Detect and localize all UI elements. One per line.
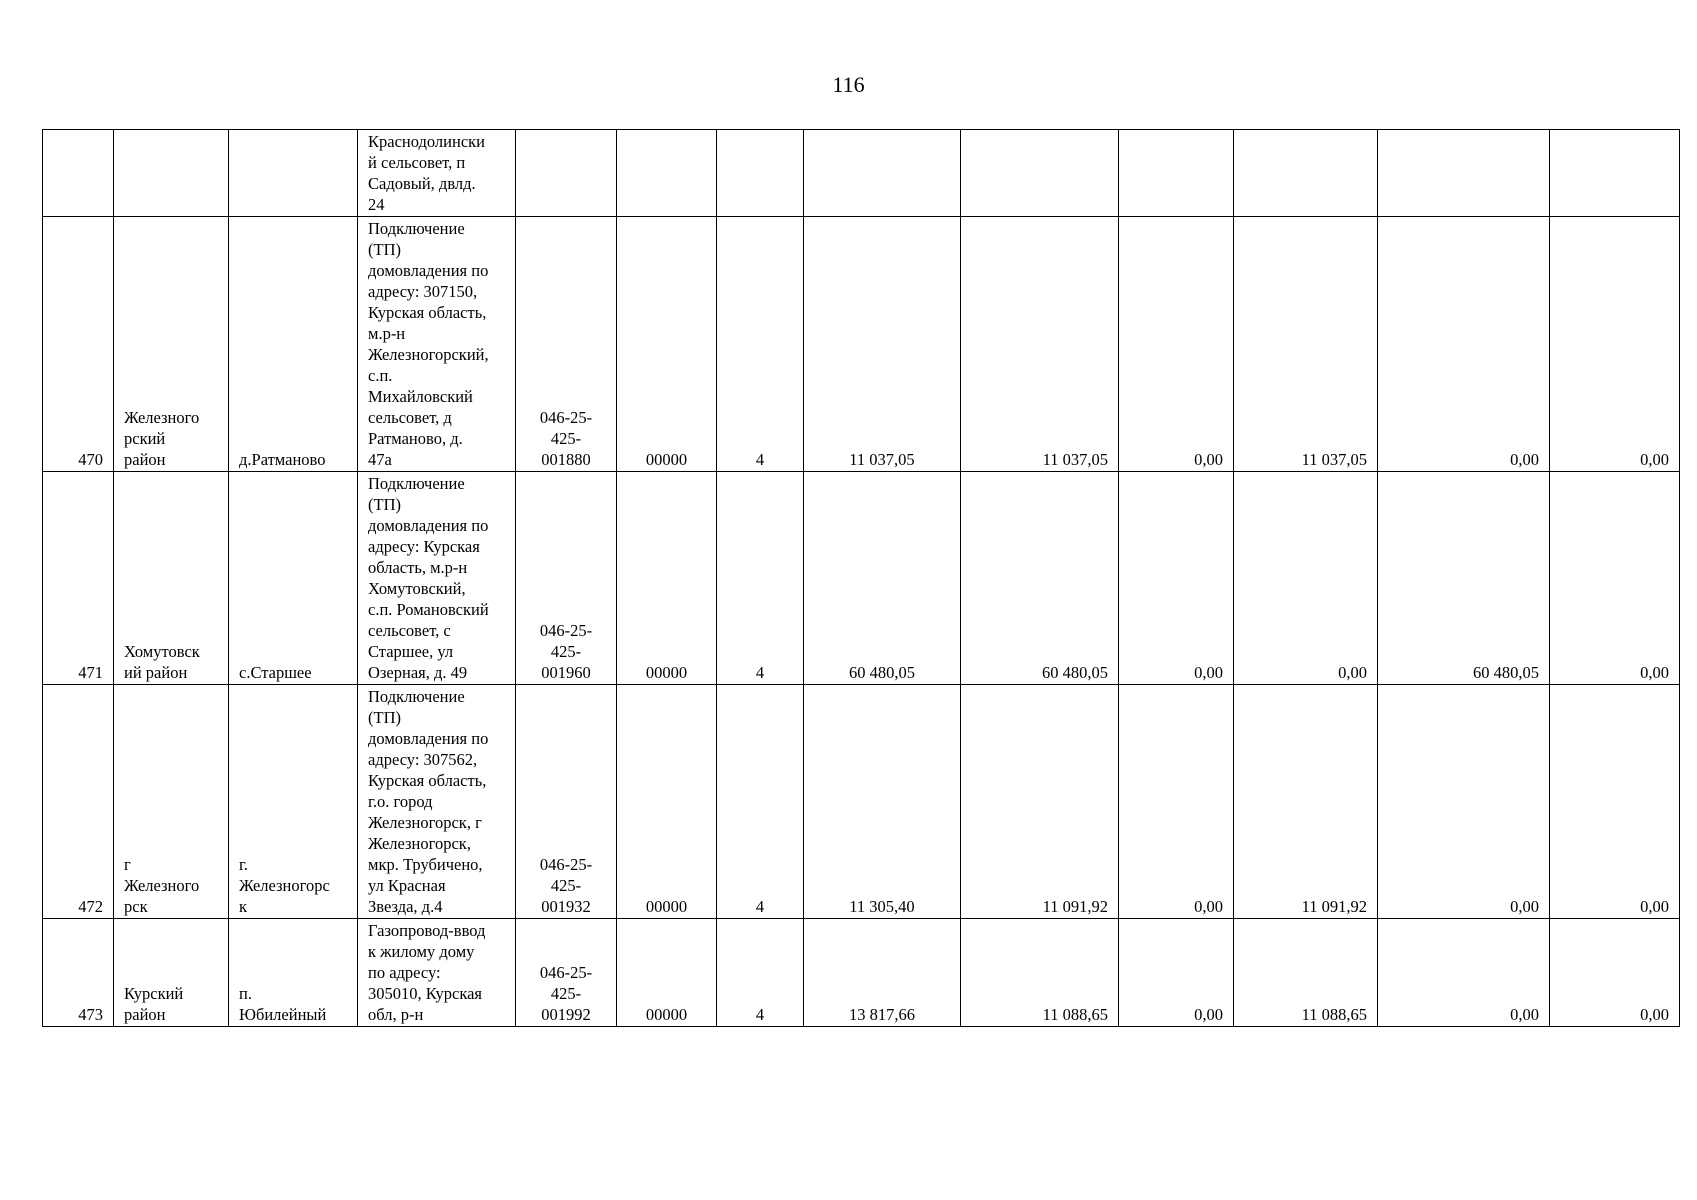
locality-cell [229,130,358,217]
col7-cell: 4 [717,919,804,1027]
code-cell: 046-25- 425- 001932 [516,685,617,919]
col13-cell [1550,130,1680,217]
district-cell: г Железного рск [114,685,229,919]
col11-cell: 11 037,05 [1234,217,1378,472]
col6-cell: 00000 [617,685,717,919]
col6-cell: 00000 [617,472,717,685]
col12-cell: 0,00 [1378,685,1550,919]
row-number [43,130,114,217]
col12-cell [1378,130,1550,217]
col13-cell: 0,00 [1550,685,1680,919]
col6-cell [617,130,717,217]
col8-cell: 11 305,40 [804,685,961,919]
col13-cell: 0,00 [1550,919,1680,1027]
col12-cell: 0,00 [1378,217,1550,472]
col9-cell: 11 088,65 [961,919,1119,1027]
row-number: 473 [43,919,114,1027]
locality-cell: д.Ратманово [229,217,358,472]
col11-cell: 11 088,65 [1234,919,1378,1027]
col11-cell [1234,130,1378,217]
col7-cell [717,130,804,217]
col12-cell: 60 480,05 [1378,472,1550,685]
locality-cell: г. Железногорс к [229,685,358,919]
col13-cell: 0,00 [1550,217,1680,472]
col9-cell: 11 037,05 [961,217,1119,472]
district-cell [114,130,229,217]
table-row [43,685,1680,919]
description-cell: Подключение (ТП) домовладения по адресу: 307150, Курская область, м.р-н Железногорский, с.п. Михайловский сельсовет, д Ратманово, д. 47а [358,217,516,472]
table-row [43,130,1680,217]
col10-cell: 0,00 [1119,685,1234,919]
col10-cell: 0,00 [1119,919,1234,1027]
table-row [43,919,1680,1027]
col10-cell [1119,130,1234,217]
table-row [43,217,1680,472]
col9-cell: 60 480,05 [961,472,1119,685]
row-number: 471 [43,472,114,685]
col8-cell: 60 480,05 [804,472,961,685]
code-cell: 046-25- 425- 001992 [516,919,617,1027]
col11-cell: 0,00 [1234,472,1378,685]
page-number: 116 [832,72,865,97]
col7-cell: 4 [717,685,804,919]
col8-cell: 13 817,66 [804,919,961,1027]
col10-cell: 0,00 [1119,217,1234,472]
col8-cell: 11 037,05 [804,217,961,472]
district-cell: Железного рский район [114,217,229,472]
col9-cell: 11 091,92 [961,685,1119,919]
locality-cell: п. Юбилейный [229,919,358,1027]
data-table [42,129,1680,1027]
description-cell: Подключение (ТП) домовладения по адресу: 307562, Курская область, г.о. город Железногорск, г Железногорск, мкр. Трубичено, ул Красная Звезда, д.4 [358,685,516,919]
code-cell: 046-25- 425- 001880 [516,217,617,472]
district-cell: Курский район [114,919,229,1027]
locality-cell: с.Старшее [229,472,358,685]
description-cell: Газопровод-ввод к жилому дому по адресу: 305010, Курская обл, р-н [358,919,516,1027]
description-cell: Краснодолински й сельсовет, п Садовый, двлд. 24 [358,130,516,217]
col8-cell [804,130,961,217]
row-number: 470 [43,217,114,472]
code-cell [516,130,617,217]
col11-cell: 11 091,92 [1234,685,1378,919]
col9-cell [961,130,1119,217]
code-cell: 046-25- 425- 001960 [516,472,617,685]
col13-cell: 0,00 [1550,472,1680,685]
col7-cell: 4 [717,472,804,685]
row-number: 472 [43,685,114,919]
col6-cell: 00000 [617,919,717,1027]
col10-cell: 0,00 [1119,472,1234,685]
description-cell: Подключение (ТП) домовладения по адресу: Курская область, м.р-н Хомутовский, с.п. Романовский сельсовет, с Старшее, ул Озерная, д. 49 [358,472,516,685]
col12-cell: 0,00 [1378,919,1550,1027]
col6-cell: 00000 [617,217,717,472]
col7-cell: 4 [717,217,804,472]
district-cell: Хомутовск ий район [114,472,229,685]
table-row [43,472,1680,685]
